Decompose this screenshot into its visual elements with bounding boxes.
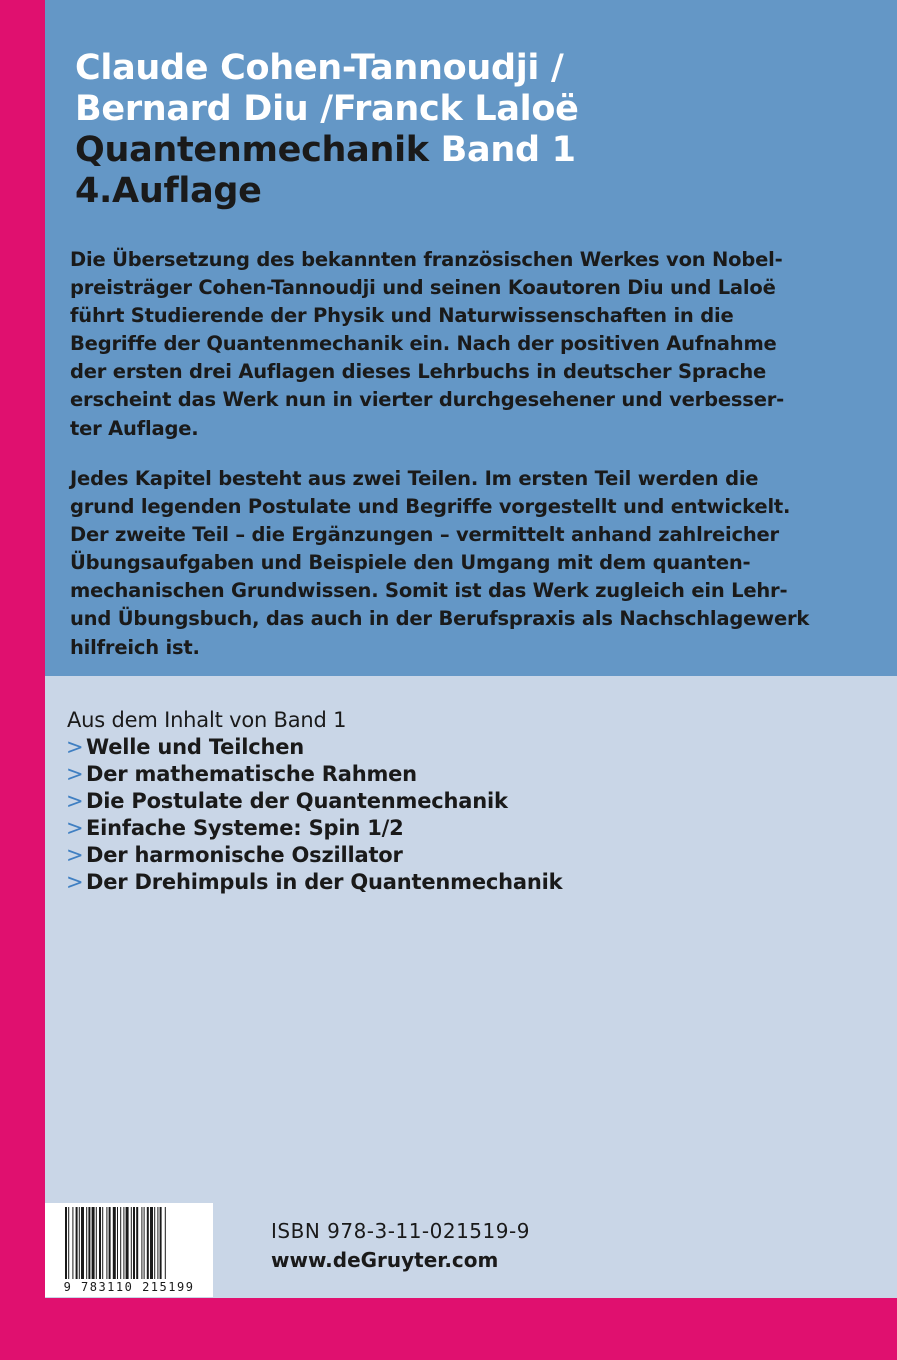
list-item-label: Welle und Teilchen [86, 735, 305, 759]
list-item [66, 815, 846, 842]
volume-label: Band 1 [440, 130, 576, 170]
description-paragraph-2 [70, 465, 865, 662]
text-line: Die Übersetzung des bekannten französischen Werkes von Nobel- [70, 248, 783, 271]
chevron-right-icon: > [66, 816, 84, 840]
book-header [75, 48, 875, 212]
text-line: erscheint das Werk nun in vierter durchgesehener und verbesser- [70, 388, 785, 412]
title-line [75, 130, 875, 171]
list-item [66, 788, 846, 815]
list-item [66, 869, 846, 896]
contents-list [66, 707, 846, 896]
chevron-right-icon: > [66, 870, 84, 894]
book-title: Quantenmechanik [75, 130, 429, 170]
chevron-right-icon: > [66, 789, 84, 813]
description-paragraph-1 [70, 246, 865, 443]
barcode-icon [45, 1203, 213, 1281]
list-item-label: Der Drehimpuls in der Quantenmechanik [86, 870, 563, 894]
isbn: ISBN 978-3-11-021519-9 [271, 1219, 530, 1243]
text-line: Übungsaufgaben und Beispiele den Umgang mit dem quanten- [70, 551, 751, 575]
barcode-digits: 9 783110 215199 [63, 1280, 195, 1294]
authors-line-1: Claude Cohen-Tannoudji / [75, 48, 564, 88]
barcode [45, 1203, 213, 1297]
text-line: mechanischen Grundwissen. Somit ist das Werk zugleich ein Lehr- [70, 579, 788, 603]
list-item-label: Der harmonische Oszillator [86, 843, 403, 867]
chevron-right-icon: > [66, 735, 84, 759]
list-item-label: Einfache Systeme: Spin 1/2 [86, 816, 404, 840]
authors-line-2: Bernard Diu /Franck Laloë [75, 89, 579, 129]
list-item [66, 842, 846, 869]
text-line: preisträger Cohen-Tannoudji und seinen Koautoren Diu und Laloë [70, 276, 776, 300]
contents-heading: Aus dem Inhalt von Band 1 [67, 708, 347, 732]
list-item-label: Die Postulate der Quantenmechanik [86, 789, 508, 813]
text-line: hilfreich ist. [70, 635, 200, 659]
text-line: und Übungsbuch, das auch in der Berufspraxis als Nachschlagewerk [70, 607, 810, 631]
list-item [66, 734, 846, 761]
text-line: Begriffe der Quantenmechanik ein. Nach der positiven Aufnahme [70, 332, 777, 356]
text-line: Der zweite Teil – die Ergänzungen – vermittelt anhand zahlreicher [70, 523, 779, 547]
list-item-label: Der mathematische Rahmen [86, 762, 417, 786]
list-item [66, 761, 846, 788]
chevron-right-icon: > [66, 843, 84, 867]
text-line: grund legenden Postulate und Begriffe vorgestellt und entwickelt. [70, 495, 791, 519]
text-line: ter Auflage. [70, 416, 199, 440]
edition-label: 4.Auflage [75, 171, 262, 211]
text-line: führt Studierende der Physik und Naturwissenschaften in die [70, 304, 734, 328]
chevron-right-icon: > [66, 762, 84, 786]
publisher-url[interactable]: www.deGruyter.com [271, 1248, 499, 1272]
text-line: der ersten drei Auflagen dieses Lehrbuchs in deutscher Sprache [70, 360, 767, 384]
text-line: Jedes Kapitel besteht aus zwei Teilen. Im ersten Teil werden die [70, 467, 759, 490]
